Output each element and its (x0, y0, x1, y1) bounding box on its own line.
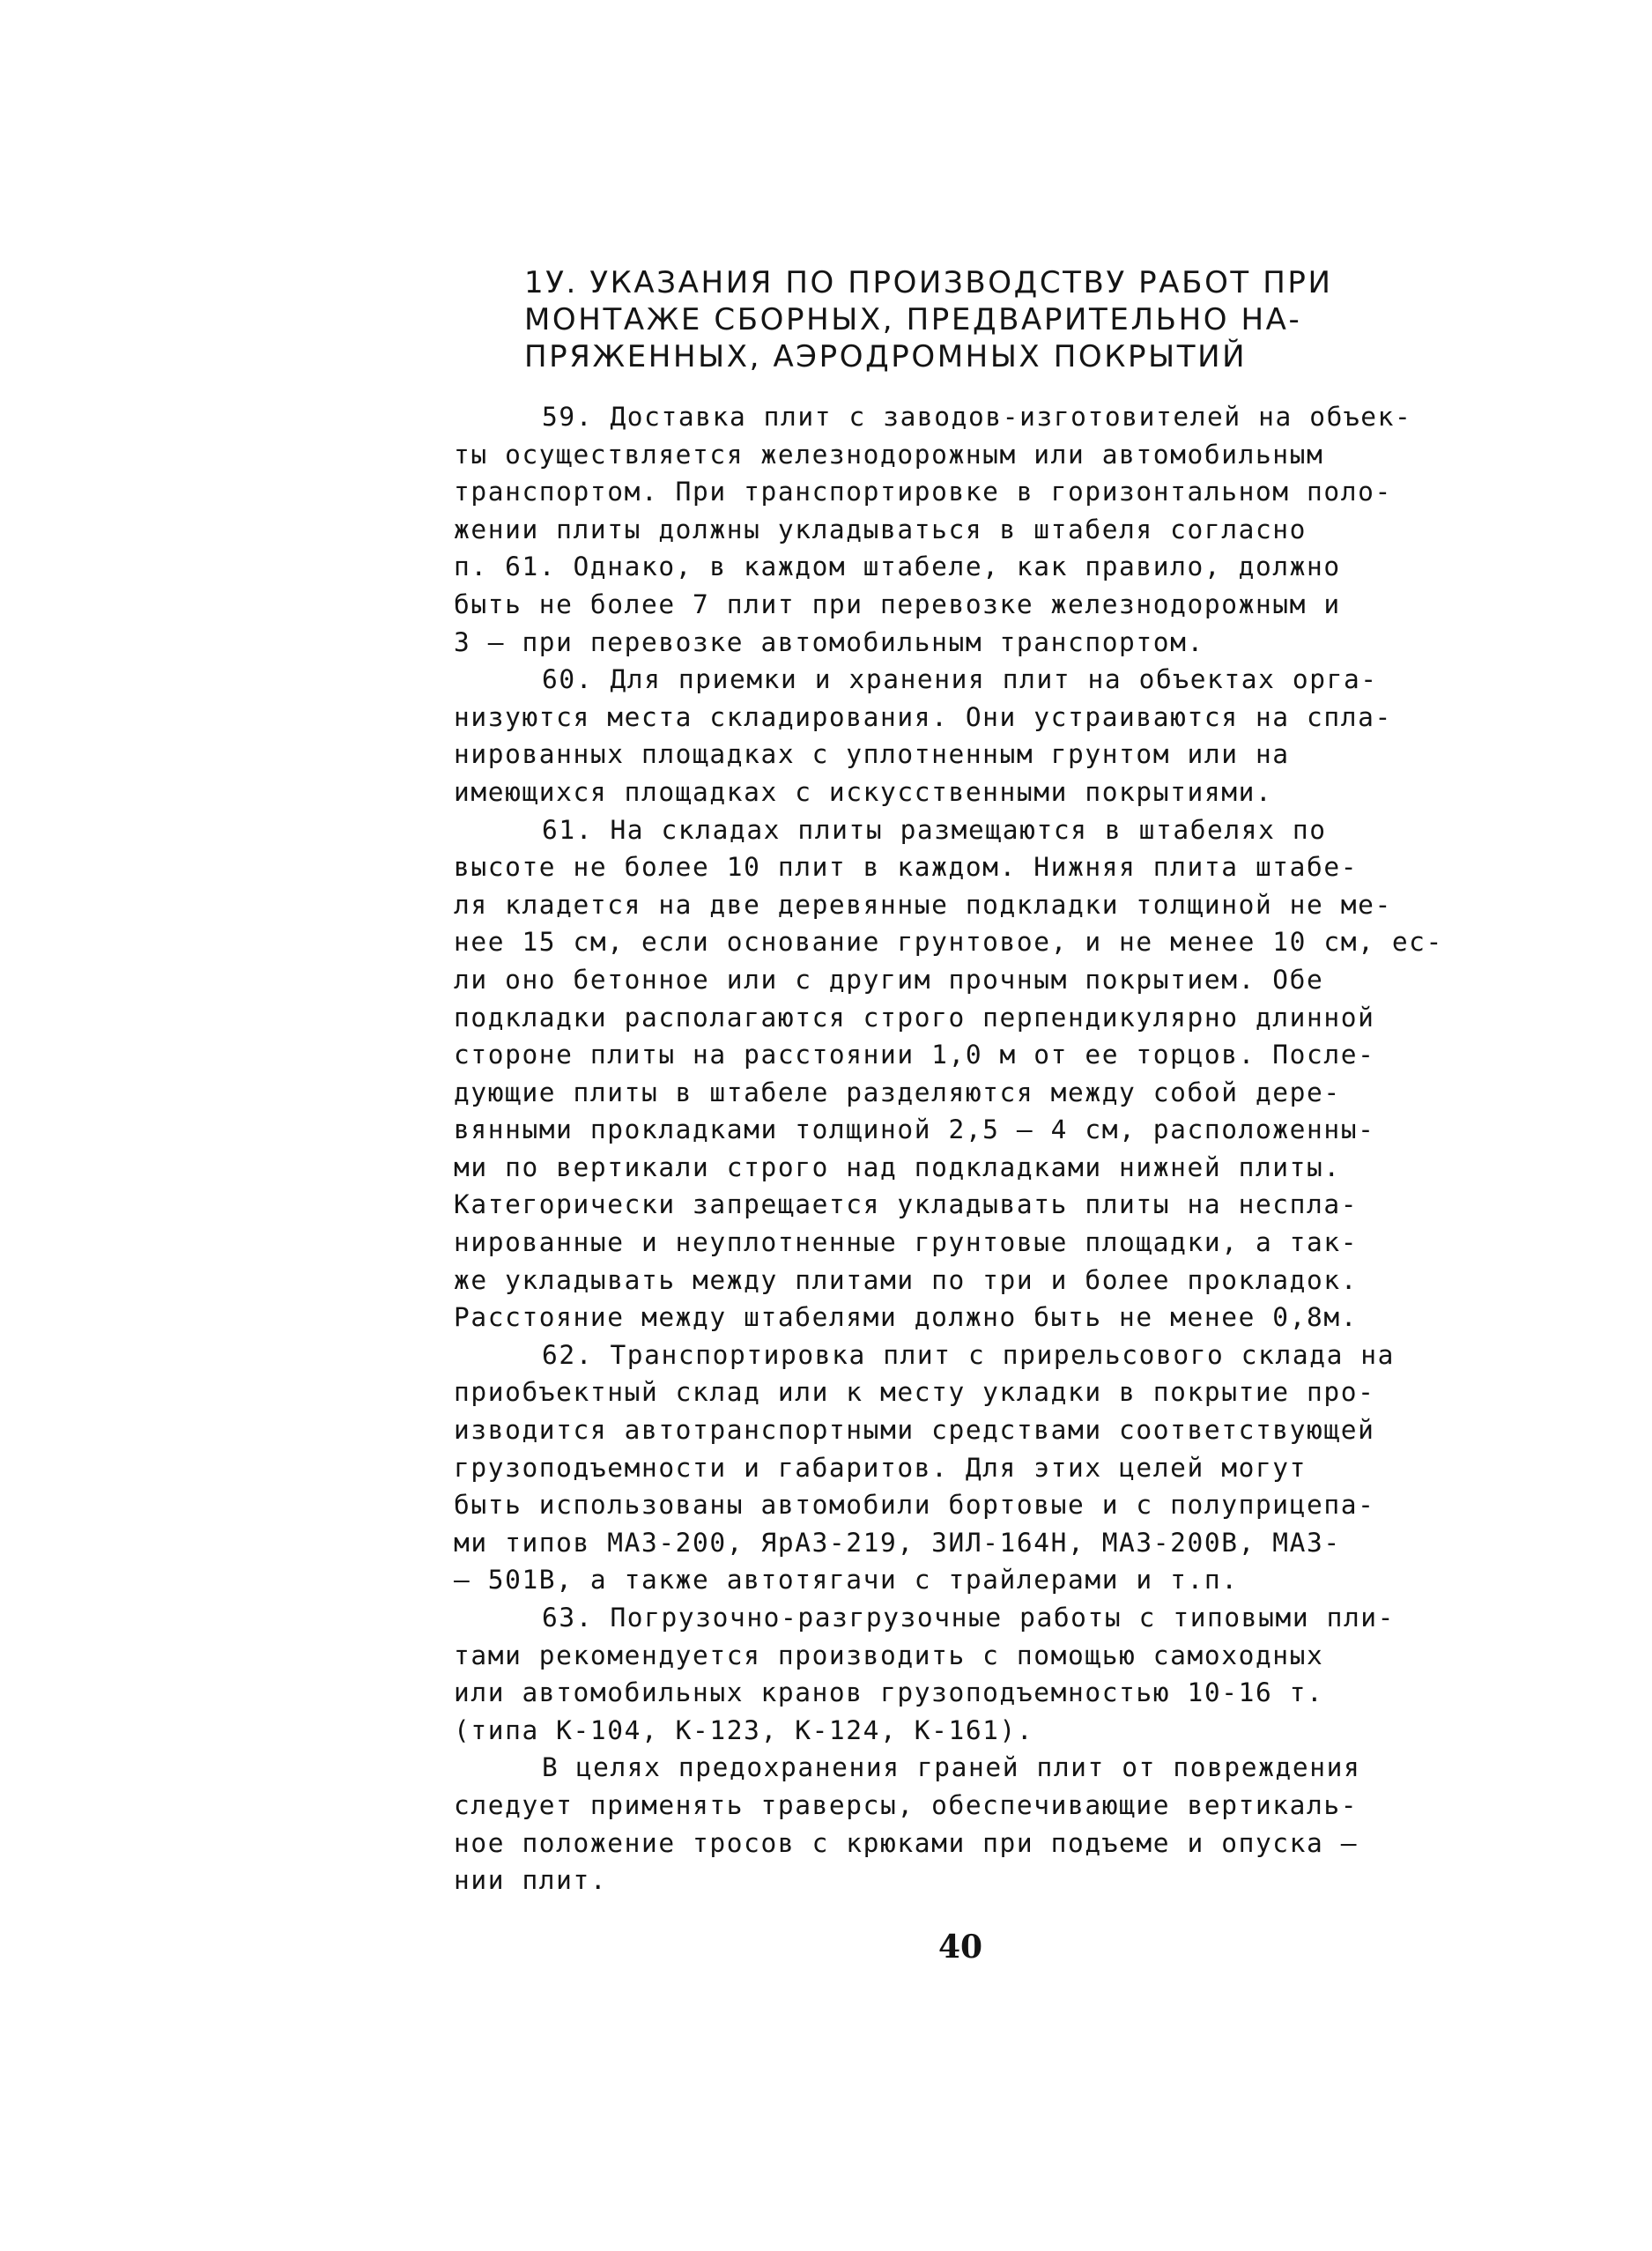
text-line: дующие плиты в штабеле разделяются между собой дере- (454, 1077, 1341, 1107)
text-line: 60. Для приемки и хранения плит на объектах орга- (542, 664, 1378, 695)
text-line: 3 – при перевозке автомобильным транспортом. (454, 626, 1204, 657)
text-line: следует применять траверсы, обеспечивающие вертикаль- (454, 1789, 1359, 1820)
text-line: имеющихся площадках с искусственными покрытиями. (454, 776, 1273, 807)
text-line: грузоподъемности и габаритов. Для этих целей могут (454, 1452, 1308, 1483)
text-line: быть использованы автомобили бортовые и с полуприцепа- (454, 1490, 1375, 1521)
text-line: подкладки располагаются строго перпендикулярно длинной (454, 1002, 1375, 1033)
text-line: Расстояние между штабелями должно быть не менее 0,8м. (454, 1302, 1359, 1333)
heading-line: ПРЯЖЕННЫХ, АЭРОДРОМНЫХ ПОКРЫТИЙ (524, 339, 1248, 374)
text-line: или автомобильных кранов грузоподъемностью 10-16 т. (454, 1677, 1324, 1708)
text-line: изводится автотранспортными средствами соответствующей (454, 1415, 1375, 1446)
text-line: 61. На складах плиты размещаются в штабелях по (542, 814, 1327, 845)
text-line: высоте не более 10 плит в каждом. Нижняя плита штабе- (454, 852, 1359, 883)
text-line: Категорически запрещается укладывать плиты на неспла- (454, 1189, 1359, 1220)
text-line: – 501В, а также автотягачи с трайлерами и т.п. (454, 1565, 1239, 1596)
section-heading (524, 264, 1405, 375)
text-line: приобъектный склад или к месту укладки в покрытие про- (454, 1377, 1375, 1408)
text-line: ми по вертикали строго над подкладками нижней плиты. (454, 1151, 1341, 1182)
heading-line: МОНТАЖЕ СБОРНЫХ, ПРЕДВАРИТЕЛЬНО НА- (524, 302, 1302, 337)
body-text (454, 398, 1458, 1899)
text-line: быть не более 7 плит при перевозке железнодорожным и (454, 589, 1341, 619)
text-line: (типа К-104, К-123, К-124, К-161). (454, 1714, 1034, 1745)
text-line: жении плиты должны укладываться в штабеля согласно (454, 514, 1308, 544)
text-line: транспортом. При транспортировке в горизонтальном поло- (454, 477, 1392, 507)
text-line: нее 15 см, если основание грунтовое, и не менее 10 см, ес- (454, 927, 1443, 958)
text-line: нированных площадках с уплотненным грунтом или на (454, 739, 1290, 770)
text-line: 62. Транспортировка плит с прирельсового склада на (542, 1339, 1396, 1370)
text-line: нии плит. (454, 1865, 608, 1896)
text-line: В целях предохранения граней плит от повреждения (542, 1752, 1361, 1783)
text-line: ля кладется на две деревянные подкладки толщиной не ме- (454, 889, 1392, 920)
text-line: ты осуществляется железнодорожным или автомобильным (454, 439, 1324, 470)
text-line: стороне плиты на расстоянии 1,0 м от ее торцов. После- (454, 1040, 1375, 1070)
text-line: низуются места складирования. Они устраиваются на спла- (454, 701, 1392, 732)
text-line: вянными прокладками толщиной 2,5 – 4 см, расположенны- (454, 1114, 1375, 1145)
text-line: ми типов МАЗ-200, ЯрАЗ-219, ЗИЛ-164Н, МАЗ-200В, МАЗ- (454, 1527, 1341, 1558)
text-line: тами рекомендуется производить с помощью самоходных (454, 1640, 1324, 1670)
heading-line: 1У. УКАЗАНИЯ ПО ПРОИЗВОДСТВУ РАБОТ ПРИ (524, 265, 1333, 300)
text-line: 59. Доставка плит с заводов-изготовителей на объек- (542, 402, 1412, 432)
text-line: ли оно бетонное или с другим прочным покрытием. Обе (454, 964, 1324, 995)
text-line: ное положение тросов с крюками при подъеме и опуска – (454, 1827, 1359, 1858)
text-line: п. 61. Однако, в каждом штабеле, как правило, должно (454, 552, 1341, 582)
text-line: 63. Погрузочно-разгрузочные работы с типовыми пли- (542, 1603, 1396, 1633)
text-line: нированные и неуплотненные грунтовые площадки, а так- (454, 1227, 1359, 1258)
page-number: 40 (937, 1929, 983, 1966)
text-line: же укладывать между плитами по три и более прокладок. (454, 1264, 1359, 1295)
